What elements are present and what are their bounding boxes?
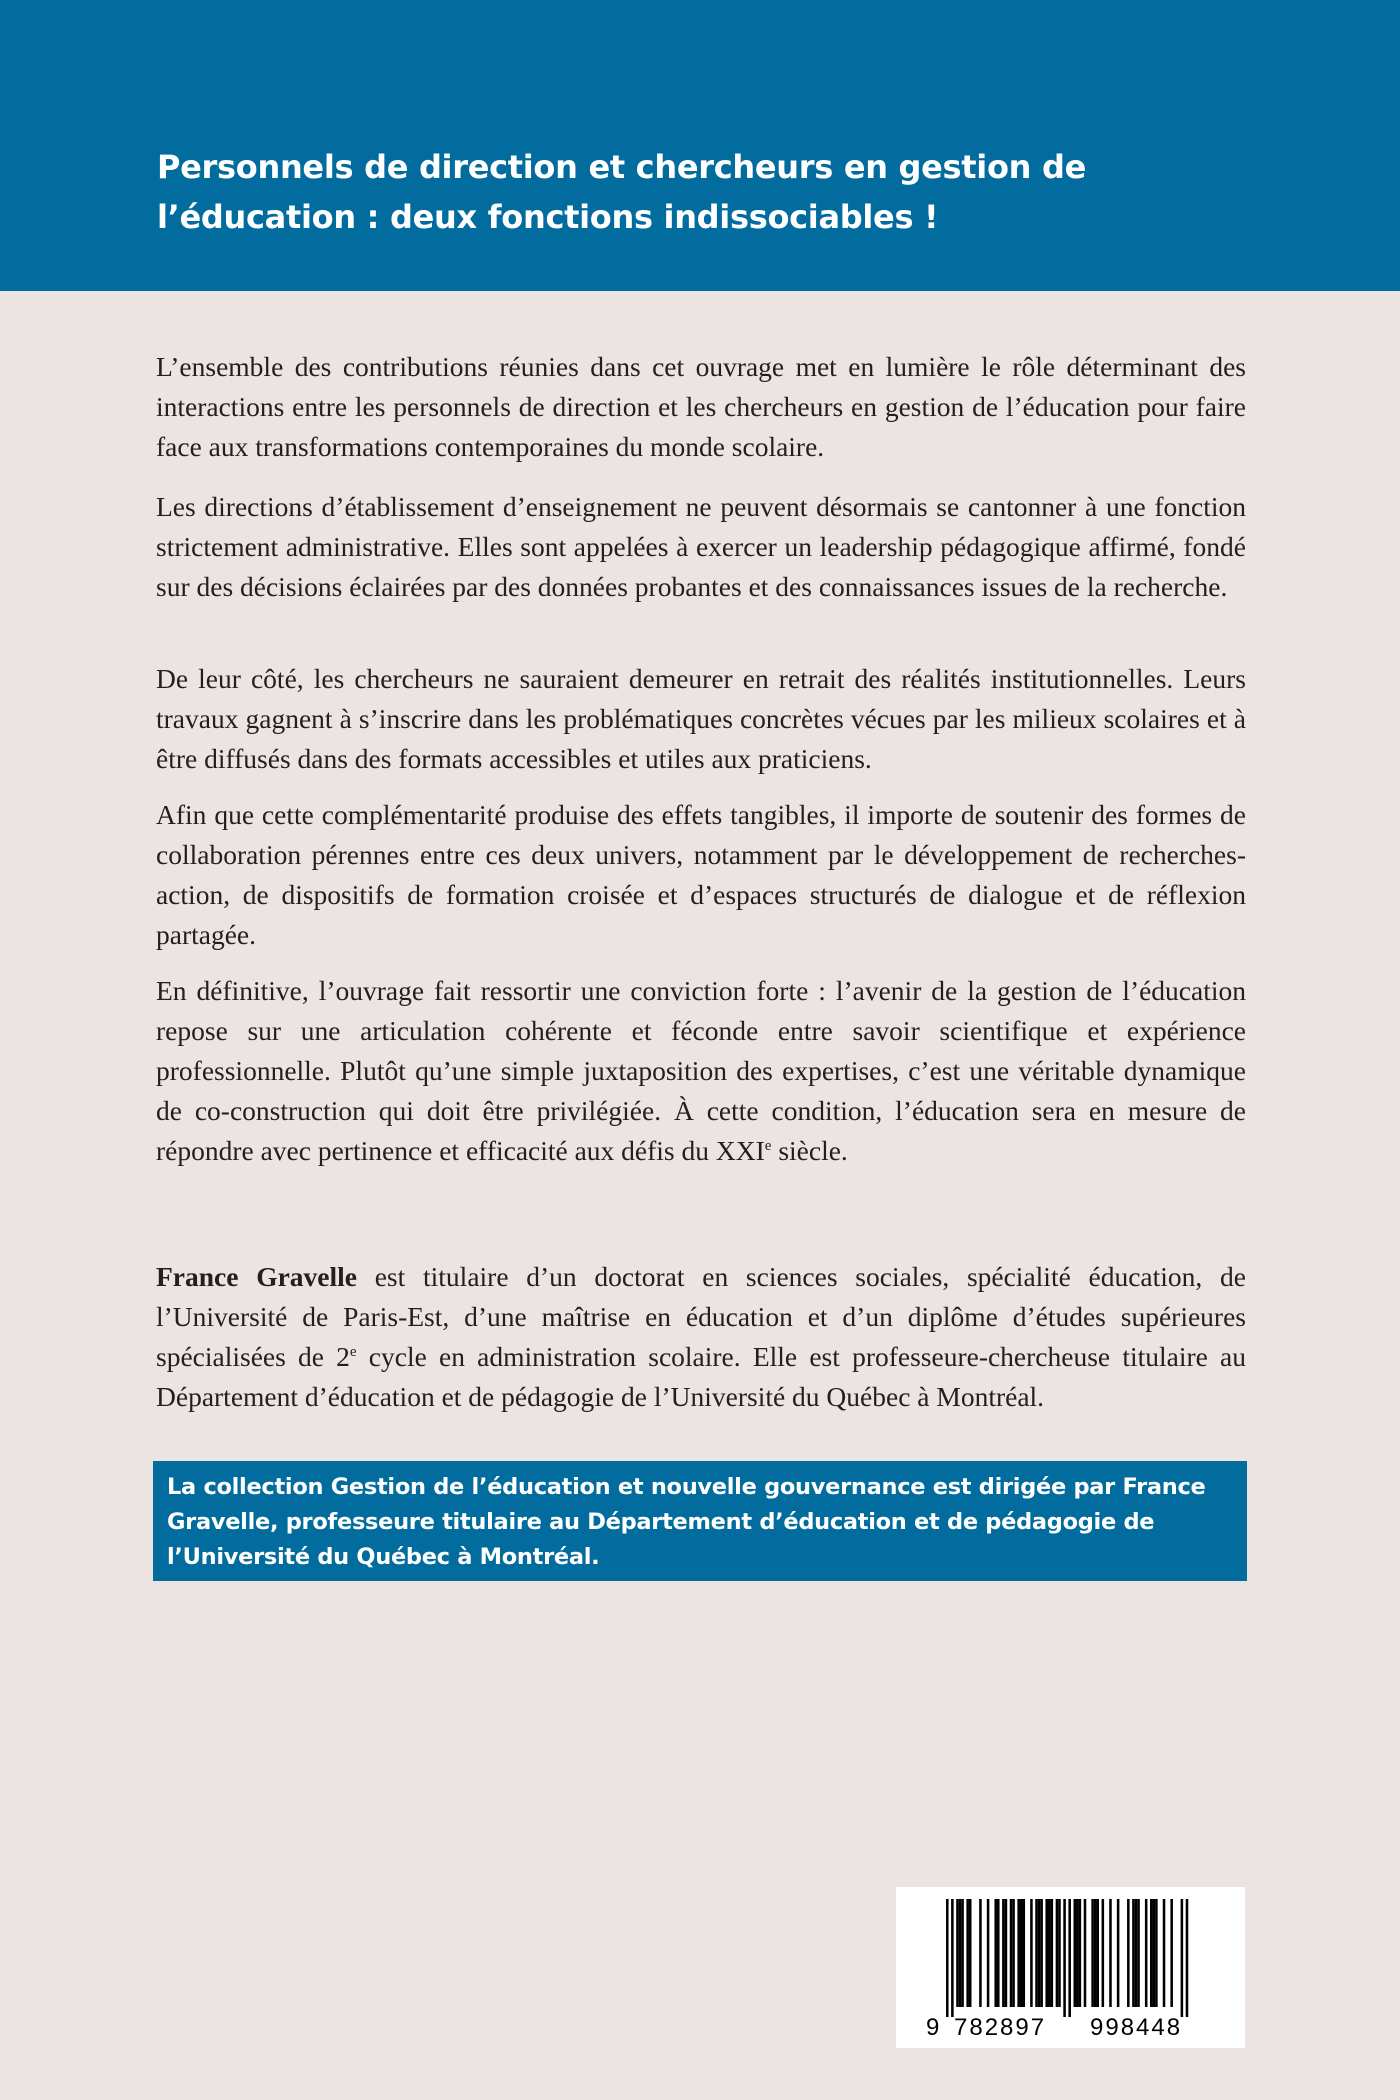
bio-text-part-2: cycle en administration scolaire. Elle est professeure-chercheuse titulaire au Département d’éducation et de pédagogie de l’Université du Québec à Montréal. [156,1341,1246,1412]
barcode-bar [1153,1899,1156,2007]
barcode-bar [1127,1899,1130,2007]
collection-line-2: Gravelle, professeure titulaire au Département d’éducation et de pédagogie de [167,1509,1155,1535]
collection-note [153,1461,1247,1581]
barcode-digits-right: 998448 [1090,2014,1183,2041]
title-line-2: l’éducation : deux fonctions indissociables ! [157,198,939,236]
author-bio [156,1257,1246,1417]
bio-text-part-1: est titulaire d’un doctorat en sciences sociales, spécialité éducation, de l’Université de Paris-Est, d’une maîtrise en éducation et d’un diplôme d’études supérieures spécialisées de 2 [156,1261,1246,1372]
barcode-bar [1132,1899,1135,2007]
paragraph-1: L’ensemble des contributions réunies dans cet ouvrage met en lumière le rôle déterminant des interactions entre les personnels de direction et les chercheurs en gestion de l’éducation pour faire face aux transformations contemporaines du monde scolaire. [156,351,1246,462]
barcode-bar [1051,1899,1054,2007]
collection-text [167,1470,1235,1575]
barcode-bar [1040,1899,1043,2007]
page-title [157,142,1277,242]
barcode-bar [1079,1899,1082,2007]
barcode-bar [1135,1899,1138,2007]
barcode-digits-left: 782897 [954,2014,1047,2041]
barcode-bar [1038,1899,1041,2007]
barcode-bar [1017,1899,1020,2007]
barcode-bar [946,1899,949,2017]
barcode-graphic [896,1887,1245,2048]
barcode-bar [1155,1899,1158,2007]
barcode-bar [1012,1899,1015,2007]
barcode-bar [1056,1899,1059,2007]
barcode [896,1887,1245,2048]
barcode-bar [1117,1899,1120,2007]
barcode-bar [979,1899,982,2007]
barcode-bar [1091,1899,1094,2007]
barcode-bar [1163,1899,1166,2007]
barcode-bar [1010,1899,1013,2007]
barcode-bar [1170,1899,1173,2007]
collection-line-1: La collection Gestion de l’éducation et nouvelle gouvernance est dirigée par France [167,1474,1206,1500]
barcode-bar [1145,1899,1148,2007]
author-name: France Gravelle [156,1261,357,1292]
paragraph-2: Les directions d’établissement d’enseignement ne peuvent désormais se cantonner à une fonction strictement administrative. Elles sont appelées à exercer un leadership pédagogique affirmé, fondé sur des décisions éclairées par des données probantes et des connaissances issues de la recherche. [156,491,1246,602]
barcode-bar [1058,1899,1061,2007]
barcode-bar [994,1899,997,2007]
barcode-bar [1102,1899,1105,2007]
barcode-bar [1181,1899,1184,2017]
bio-superscript: e [349,1343,357,1360]
barcode-bar [1063,1899,1066,2017]
barcode-bar [959,1899,962,2007]
paragraph-5-superscript: e [764,1137,772,1154]
barcode-bar [951,1899,954,2017]
barcode-bar [1094,1899,1097,2007]
barcode-bar [987,1899,990,2007]
barcode-bar [1137,1899,1140,2007]
barcode-bar [1076,1899,1079,2007]
barcode-bar [1020,1899,1023,2007]
barcode-bar [961,1899,964,2007]
barcode-bar [1150,1899,1153,2007]
paragraph-3: De leur côté, les chercheurs ne sauraient demeurer en retrait des réalités institutionnelles. Leurs travaux gagnent à s’inscrire dans les problématiques concrètes vécues par les milieux scolaires et à être diffusés dans des formats accessibles et utiles aux praticiens. [156,663,1246,774]
title-line-1: Personnels de direction et chercheurs en gestion de [157,148,1086,186]
barcode-bar [1035,1899,1038,2007]
barcode-bar [969,1899,972,2007]
collection-line-3: l’Université du Québec à Montréal. [167,1544,600,1570]
paragraph-5-end: siècle. [771,1135,848,1166]
barcode-bars [946,1899,1188,2017]
barcode-bar [997,1899,1000,2007]
barcode-bar [1045,1899,1048,2007]
paragraph-5 [156,971,1246,1171]
barcode-bar [1186,1899,1189,2017]
barcode-bar [1048,1899,1051,2007]
paragraph-4: Afin que cette complémentarité produise des effets tangibles, il importe de soutenir des formes de collaboration pérennes entre ces deux univers, notamment par le développement de recherches-action, de dispositifs de formation croisée et d’espaces structurés de dialogue et de réflexion partagée. [156,799,1246,950]
barcode-bar [966,1899,969,2007]
barcode-bar [1030,1899,1033,2007]
barcode-bar [956,1899,959,2007]
barcode-bar [1084,1899,1087,2007]
barcode-bar [1005,1899,1008,2007]
barcode-bar [1074,1899,1077,2007]
header-banner [0,0,1400,291]
paragraph-5-text: En définitive, l’ouvrage fait ressortir une conviction forte : l’avenir de la gestion de l’éducation repose sur une articulation cohérente et féconde entre savoir scientifique et expérience professionnelle. Plutôt qu’une simple juxtaposition des expertises, c’est une véritable dynamique de co-construction qui doit être privilégiée. À cette condition, l’éducation sera en mesure de répondre avec pertinence et efficacité aux défis du XXI [156,975,1246,1166]
barcode-digit-first: 9 [926,2014,940,2041]
barcode-bar [1002,1899,1005,2007]
barcode-bar [1023,1899,1026,2007]
barcode-bar [1096,1899,1099,2007]
barcode-bar [1068,1899,1071,2017]
barcode-bar [1109,1899,1112,2007]
